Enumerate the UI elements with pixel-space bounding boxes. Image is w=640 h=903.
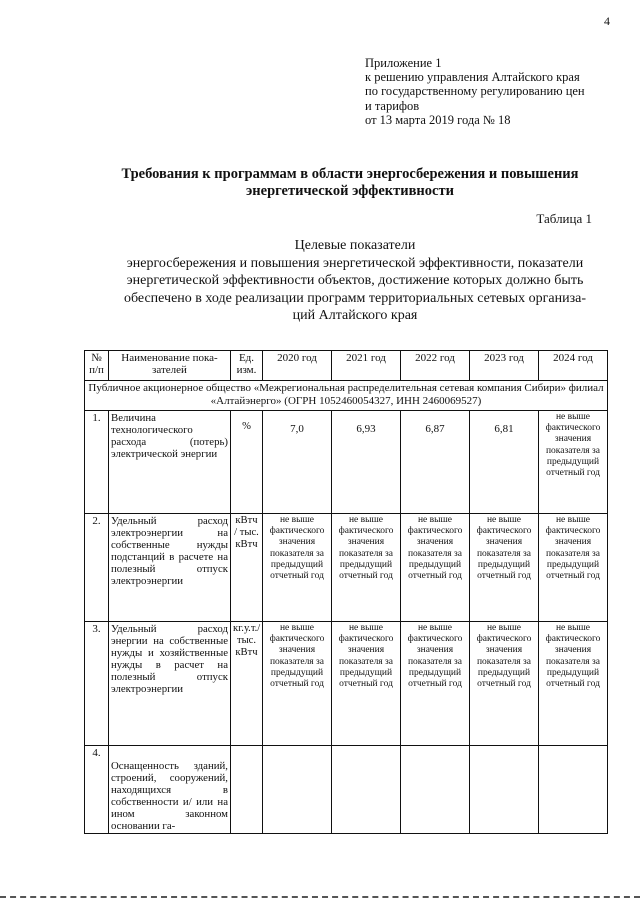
value-2023	[470, 746, 539, 834]
indicator-unit: кг.у.т./ тыс. кВтч	[231, 622, 263, 746]
header-name: Наименование пока-зателей	[109, 351, 231, 381]
section-title-line: ций Алтайского края	[292, 308, 418, 324]
header-year-2024: 2024 год	[539, 351, 608, 381]
value-2023: не выше фактического значения показателя за предыдущий отчетный год	[470, 514, 539, 622]
value-2023: не выше фактического значения показателя за предыдущий отчетный год	[470, 622, 539, 746]
main-title-line: энергетической эффективности	[246, 183, 454, 199]
indicators-table	[84, 350, 608, 834]
section-title-line: обеспечено в ходе реализации программ территориальных сетевых организа-	[123, 290, 587, 306]
value-2024	[539, 746, 608, 834]
value-2021: 6,93	[332, 411, 401, 514]
appendix-line: от 13 марта 2019 года № 18	[365, 112, 511, 127]
appendix-line: к решению управления Алтайского края	[365, 70, 580, 85]
indicator-name: Оснащенность зданий, строений, сооружений, находящихся в собственности и/ или на ином законном основании га-	[109, 746, 231, 834]
indicator-name: Величина технологического расхода (потерь) электрической энергии	[109, 411, 231, 514]
table-row	[85, 746, 608, 834]
value-2023: 6,81	[470, 411, 539, 514]
value-2020: 7,0	[263, 411, 332, 514]
indicator-name: Удельный расход электроэнергии на собственные нужды подстанций в расчете на полезный отпуск электроэнергии	[109, 514, 231, 622]
value-2020	[263, 746, 332, 834]
org-row	[85, 381, 608, 411]
value-2021: не выше фактического значения показателя за предыдущий отчетный год	[332, 622, 401, 746]
header-year-2021: 2021 год	[332, 351, 401, 381]
header-year-2022: 2022 год	[401, 351, 470, 381]
row-number: 4.	[85, 746, 109, 834]
page-number: 4	[604, 14, 610, 28]
value-2022: не выше фактического значения показателя за предыдущий отчетный год	[401, 622, 470, 746]
table-row	[85, 622, 608, 746]
table-header-row	[85, 351, 608, 381]
appendix-line: по государственному регулированию цен	[365, 84, 585, 99]
appendix-line: Приложение 1	[365, 56, 442, 70]
section-title-line: энергетической эффективности объектов, достижение которых должно быть	[126, 273, 584, 289]
section-title-line: энергосбережения и повышения энергетической эффективности, показатели	[126, 255, 584, 271]
appendix-block	[365, 56, 630, 127]
table-label: Таблица 1	[536, 211, 592, 226]
value-2020: не выше фактического значения показателя за предыдущий отчетный год	[263, 514, 332, 622]
org-name: Публичное акционерное общество «Межрегиональная распределительная сетевая компания Сибири» филиал «Алтайэнерго» (ОГРН 1052460054327, ИНН 2460069527)	[85, 381, 608, 411]
indicator-unit: %	[231, 411, 263, 514]
table-row	[85, 411, 608, 514]
page-bottom-divider	[0, 896, 640, 898]
row-number: 1.	[85, 411, 109, 514]
value-2024: не выше фактического значения показателя за предыдущий отчетный год	[539, 622, 608, 746]
value-2024: не выше фактического значения показателя за предыдущий отчетный год	[539, 411, 608, 514]
row-number: 2.	[85, 514, 109, 622]
header-num: № п/п	[85, 351, 109, 381]
value-2021: не выше фактического значения показателя за предыдущий отчетный год	[332, 514, 401, 622]
main-title-line: Требования к программам в области энергосбережения и повышения	[121, 166, 579, 182]
value-2022: 6,87	[401, 411, 470, 514]
row-number: 3.	[85, 622, 109, 746]
value-2022: не выше фактического значения показателя за предыдущий отчетный год	[401, 514, 470, 622]
section-title	[110, 237, 600, 325]
indicator-unit	[231, 746, 263, 834]
section-title-line: Целевые показатели	[294, 238, 416, 253]
indicator-name: Удельный расход энергии на собственные нужды и хозяйственные нужды в расчет на полезный отпуск электроэнергии	[109, 622, 231, 746]
indicator-unit: кВтч / тыс. кВтч	[231, 514, 263, 622]
value-2022	[401, 746, 470, 834]
value-2024: не выше фактического значения показателя за предыдущий отчетный год	[539, 514, 608, 622]
main-title	[70, 166, 630, 200]
table-row	[85, 514, 608, 622]
header-year-2020: 2020 год	[263, 351, 332, 381]
value-2021	[332, 746, 401, 834]
value-2020: не выше фактического значения показателя за предыдущий отчетный год	[263, 622, 332, 746]
header-unit: Ед. изм.	[231, 351, 263, 381]
appendix-line: и тарифов	[365, 98, 420, 113]
header-year-2023: 2023 год	[470, 351, 539, 381]
